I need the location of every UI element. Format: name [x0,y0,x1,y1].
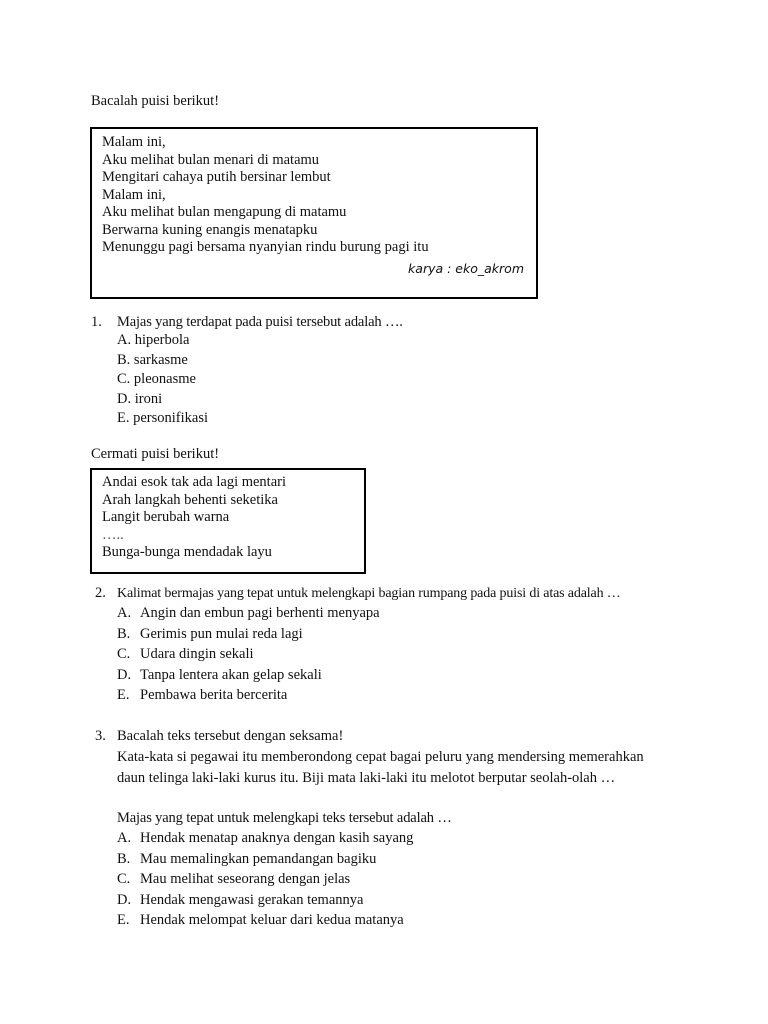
passage-line: daun telinga laki-laki kurus itu. Biji mata laki-laki itu melotot berputar seolah-olah … [117,769,616,786]
question-3-text: Bacalah teks tersebut dengan seksama! [117,728,344,744]
option-3a[interactable] [117,828,413,849]
option-text: Gerimis pun mulai reda lagi [140,625,303,642]
question-2-options [117,603,380,706]
option-label: D. [117,666,132,683]
option-3e[interactable] [117,910,413,931]
question-3-passage [117,747,644,788]
option-1d[interactable]: D. ironi [117,390,163,407]
option-label: C. [117,871,131,887]
poem-1-line: Malam ini, [102,134,166,150]
option-text: Mau memalingkan pemandangan bagiku [140,850,377,867]
option-label: B. [117,625,131,642]
passage-line: Kata-kata si pegawai itu memberondong cepat bagai peluru yang mendersing memerahkan [117,749,644,765]
option-2e[interactable] [117,685,380,706]
option-text: Angin dan embun pagi berhenti menyapa [140,605,380,621]
option-text: Hendak mengawasi gerakan temannya [140,891,364,908]
option-label: B. [117,850,131,867]
option-label: E. [117,912,130,928]
poem-1-line: Aku melihat bulan mengapung di matamu [102,204,347,220]
poem-1-line: Malam ini, [102,186,166,203]
option-text: Hendak melompat keluar dari kedua matanya [140,912,404,928]
poem-1-line: Berwarna kuning enangis menatapku [102,221,318,238]
option-2c[interactable] [117,644,380,665]
intro-heading-1: Bacalah puisi berikut! [91,93,220,109]
poem-2-line: Andai esok tak ada lagi mentari [102,474,287,490]
option-1a[interactable]: A. hiperbola [117,332,190,348]
poem-2-line: Langit berubah warna [102,509,230,525]
poem-box-1 [90,127,538,299]
poem-box-2 [90,468,366,574]
poem-2-gap: ….. [102,526,124,543]
question-3-options [117,828,413,931]
option-1b[interactable]: B. sarkasme [117,351,188,368]
poem-author: karya : eko_akrom [408,261,524,276]
question-2-number: 2. [95,585,106,601]
option-label: C. [117,646,131,662]
poem-1-line: Mengitari cahaya putih bersinar lembut [102,169,331,185]
option-3d[interactable] [117,890,413,911]
question-2-text: Kalimat bermajas yang tepat untuk melengkapi bagian rumpang pada puisi di atas adalah … [117,586,621,601]
option-label: A. [117,605,132,621]
option-label: A. [117,830,132,846]
option-2b[interactable] [117,624,380,645]
option-3c[interactable] [117,869,413,890]
option-text: Mau melihat seseorang dengan jelas [140,871,351,887]
poem-2-line: Arah langkah behenti seketika [102,491,278,508]
option-text: Udara dingin sekali [140,646,254,662]
poem-2-line: Bunga-bunga mendadak layu [102,544,272,560]
option-text: Hendak menatap anaknya dengan kasih sayang [140,830,414,846]
poem-2-lines [102,474,286,562]
question-3-number: 3. [95,728,106,744]
option-2a[interactable] [117,603,380,624]
option-3b[interactable] [117,849,413,870]
option-text: Tanpa lentera akan gelap sekali [140,666,322,683]
question-1-text: Majas yang terdapat pada puisi tersebut adalah …. [117,314,403,330]
option-1e[interactable]: E. personifikasi [117,410,209,426]
intro-heading-2: Cermati puisi berikut! [91,446,220,462]
option-text: Pembawa berita bercerita [140,687,288,703]
poem-1-lines [102,134,429,257]
poem-1-line: Aku melihat bulan menari di matamu [102,151,320,168]
poem-1-line: Menunggu pagi bersama nyanyian rindu burung pagi itu [102,239,429,255]
option-1c[interactable]: C. pleonasme [117,371,196,387]
question-3-prompt: Majas yang tepat untuk melengkapi teks tersebut adalah … [117,810,452,826]
option-label: D. [117,891,132,908]
question-1-options [117,331,208,429]
question-1-number: 1. [91,314,102,330]
option-2d[interactable] [117,665,380,686]
option-label: E. [117,687,130,703]
